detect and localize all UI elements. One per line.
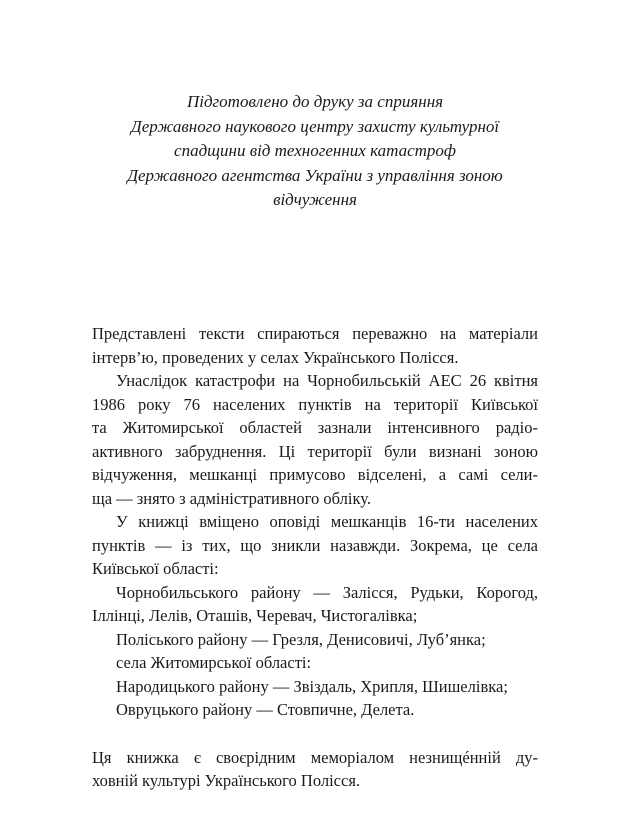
text-line: відчуження, мешканці примусово відселені, а самі сели- bbox=[92, 465, 538, 484]
credit-line: Підготовлено до друку за сприяння bbox=[186, 92, 444, 111]
credit-line: спадщини від техногенних катастроф bbox=[174, 141, 456, 160]
text-line: Чорнобильського району — Залісся, Рудьки, Корогод, bbox=[116, 582, 538, 602]
publication-credit bbox=[70, 90, 560, 213]
text-line: інтерв’ю, проведених у селах Українського Полісся. bbox=[92, 347, 459, 367]
text-line: Представлені тексти спираються переважно на матеріали bbox=[92, 324, 538, 343]
text-line: Унаслідок катастрофи на Чорнобильській АЕС 26 квітня bbox=[116, 371, 538, 390]
text-line: активного забруднення. Ці території були визнані зоною bbox=[92, 441, 538, 461]
text-line: У книжці вміщено оповіді мешканців 16-ти населених bbox=[116, 512, 538, 531]
text-line: та Житомирської областей зазнали інтенсивного радіо- bbox=[92, 418, 538, 437]
credit-line: Державного наукового центру захисту культурної bbox=[130, 116, 500, 136]
closing-line: Ця книжка є своєрідним меморіалом незнищéнній ду- bbox=[92, 747, 538, 767]
text-line: ща — знято з адміністративного обліку. bbox=[92, 488, 371, 508]
credit-line: Державного агентства України з управління зоною bbox=[127, 165, 503, 185]
text-line: пунктів — із тих, що зникли назавжди. Зокрема, це села bbox=[92, 535, 538, 555]
text-line: Поліського району — Грезля, Денисовичі, Луб’янка; bbox=[116, 629, 486, 649]
text-line: села Житомирської області: bbox=[116, 653, 312, 672]
text-line: Київської області: bbox=[92, 559, 219, 578]
body-text bbox=[92, 322, 538, 793]
text-line: Овруцького району — Стовпичне, Делета. bbox=[116, 700, 415, 719]
text-line: Народицького району — Звіздаль, Хрипля, Шишелівка; bbox=[116, 676, 508, 696]
text-line: 1986 року 76 населених пунктів на території Київської bbox=[92, 394, 538, 414]
text-line: Іллінці, Лелів, Оташів, Черевач, Чистогалівка; bbox=[92, 606, 418, 625]
closing-line: ховній культурі Українського Полісся. bbox=[92, 771, 361, 790]
paragraph-gap bbox=[92, 722, 538, 746]
credit-line: відчуження bbox=[273, 190, 357, 209]
